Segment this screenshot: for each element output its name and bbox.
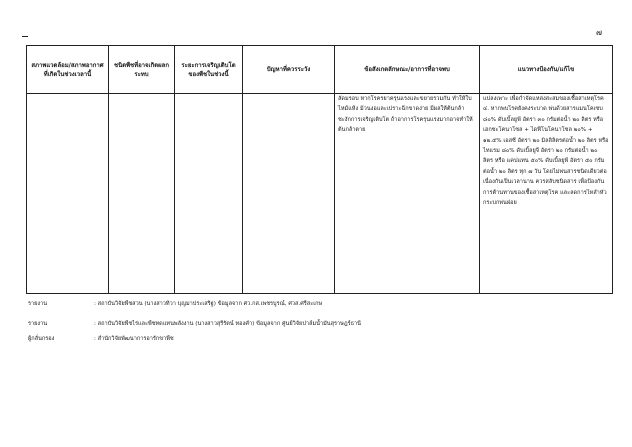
header-environment: สภาพแวดล้อม/สภาพอากาศที่เกิดในช่วงเวลานี้ — [27, 46, 109, 94]
footer-label: รายงาน — [28, 301, 48, 307]
page-number: ๗ — [596, 28, 603, 37]
footer-label: ผู้กลั่นกรอง — [28, 336, 55, 342]
cell-solution: แปลงเพาะ เพื่อกำจัดแหล่งสะสมของเชื้อสาเหตุโรค ๔. หากพบโรคยังคงระบาด พ่นด้วยสารแมนโคเซบ ๘๐% ดับเบิ้ลยูพี อัตรา ๓๐ กรัมต่อน้ำ ๒๐ ลิตร หรือ เฮกซะโคนาโซล + ไดฟีโนโคนาโซล ๒๐% + ๑๒.๕% เอสซี อัตรา ๒๐ มิลลิลิตรต่อน้ำ ๒๐ ลิตร หรือ ไทแรม ๘๐% ดับเบิ้ลยูจี อัตรา ๒๐ กรัมต่อน้ำ ๒๐ ลิตร หรือ แคปแทน ๕๐% ดับเบิ้ลยูพี อัตรา ๕๐ กรัมต่อน้ำ ๒๐ ลิตร ทุก ๗ วัน โดยไม่พ่นสารชนิดเดียวต่อเนื่องกันเป็นเวลานาน ควรสลับชนิดสาร เพื่อป้องกันการต้านทานของเชื้อสาเหตุโรค และลดการไหลำหัวกระบกพ่นฝอย — [480, 94, 613, 294]
cell-crop — [109, 94, 175, 294]
table-header-row — [27, 46, 613, 94]
footer-text: : สถาบันวิจัยพืชไร่และพืชทดแทนพลังงาน (นางสาวสุรีรัตน์ ทองคำ) ข้อมูลจาก ศูนย์วิจัยปาล์มน้ำมันสุราษฎร์ธานี — [94, 321, 362, 327]
footer-label: รายงาน — [28, 321, 48, 327]
header-crop: ชนิดพืชที่อาจเกิดผลกระทบ — [109, 46, 175, 94]
header-problem: ปัญหาที่ควรระวัง — [243, 46, 335, 94]
advisory-table — [26, 45, 613, 294]
footer-line-3 — [28, 335, 174, 343]
cell-problem — [243, 94, 335, 294]
table-row — [27, 94, 613, 294]
cell-symptoms: ลัดมรอบ หากโรครยาครุนแรงและขยายรวมกัน ทำให้ใบไหม้แห้ง ม้วนงอและเปราะฉีกขาดง่าย มีผลให้ต้นกล้าชะงักการเจริญเติบโต ถ้าอาการโรครุนแรงมากอาจทำให้ต้นกล้าตาย — [335, 94, 480, 294]
cell-stage — [175, 94, 243, 294]
footer-line-2 — [28, 320, 361, 328]
cell-environment — [27, 94, 109, 294]
footer-text: : สถาบันวิจัยพืชสวน (นางสาวทิวา บุญมาประเสริฐ) ข้อมูลจาก ศว.กส.เพชรบูรณ์, ศวส.ศรีสะเกษ — [94, 301, 323, 307]
header-symptoms: ข้อสังเกตลักษณะ/อาการที่อาจพบ — [335, 46, 480, 94]
header-solution: แนวทางป้องกัน/แก้ไข — [480, 46, 613, 94]
header-stage: ระยะการเจริญเติบโตของพืชในช่วงนี้ — [175, 46, 243, 94]
footer-text: : สำนักวิจัยพัฒนาการอารักขาพืช — [94, 336, 174, 342]
margin-mark — [22, 36, 28, 37]
footer-line-1 — [28, 300, 322, 308]
